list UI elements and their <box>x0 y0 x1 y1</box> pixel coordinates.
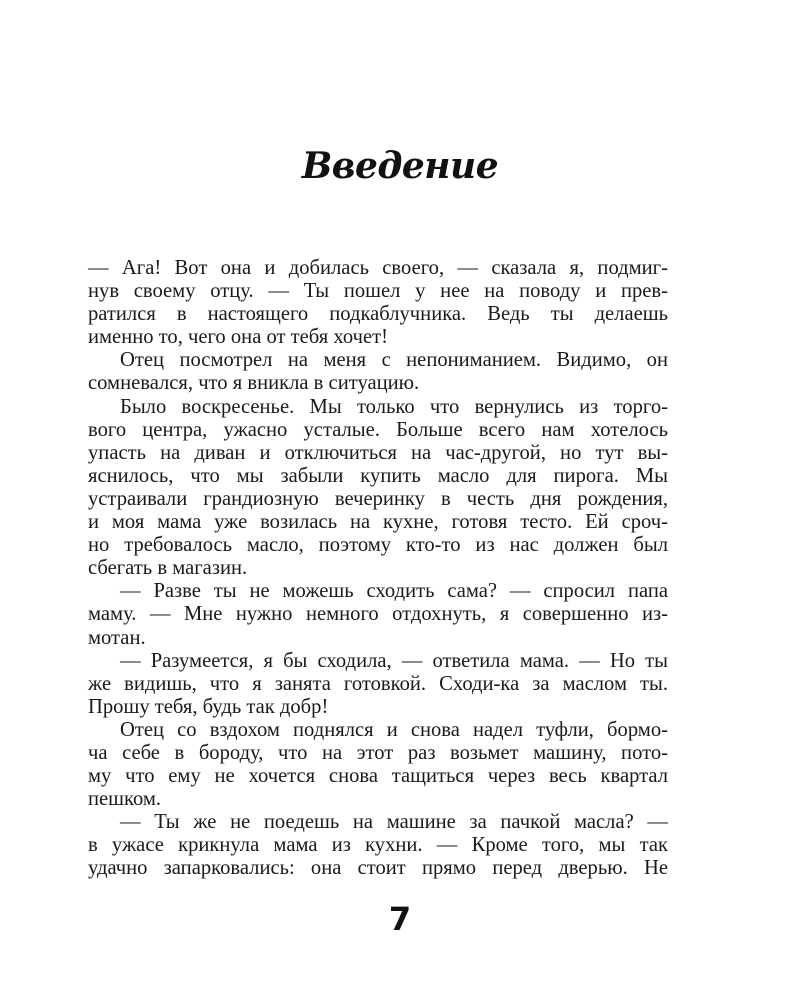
text-line: но требовалось масло, поэтому кто-то из нас должен был <box>88 534 668 557</box>
text-line: же видишь, что я занята готовкой. Сходи-ка за маслом ты. <box>88 672 668 695</box>
text-line: именно то, чего она от тебя хочет! <box>88 326 389 349</box>
text-line: — Ты же не поедешь на машине за пачкой масла? — <box>120 811 668 834</box>
text-line: ча себе в бороду, что на этот раз возьмет машину, пото- <box>88 741 668 764</box>
text-line: пешком. <box>88 788 162 811</box>
text-line: удачно запарковались: она стоит прямо перед дверью. Не <box>88 857 668 880</box>
body-text <box>88 257 668 881</box>
page-title: Введение <box>301 145 499 187</box>
text-line: Прошу тебя, будь так добр! <box>88 695 329 718</box>
text-line: — Разумеется, я бы сходила, — ответила мама. — Но ты <box>120 649 668 672</box>
text-line: яснилось, что мы забыли купить масло для пирога. Мы <box>88 464 668 487</box>
text-line: — Ага! Вот она и добилась своего, — сказала я, подмиг- <box>88 257 668 279</box>
text-line: и моя мама уже возилась на кухне, готовя тесто. Ей сроч- <box>88 511 668 534</box>
text-line: нув своему отцу. — Ты пошел у нее на поводу и прев- <box>88 280 668 303</box>
text-line: маму. — Мне нужно немного отдохнуть, я совершенно из- <box>88 603 668 626</box>
page-number: 7 <box>388 900 412 938</box>
text-line: — Разве ты не можешь сходить сама? — спросил папа <box>120 580 668 603</box>
text-line: мотан. <box>88 626 146 649</box>
text-line: упасть на диван и отключиться на час-другой, но тут вы- <box>88 441 668 464</box>
text-line: вого центра, ужасно усталые. Больше всего нам хотелось <box>88 418 668 441</box>
text-line: в ужасе крикнула мама из кухни. — Кроме того, мы так <box>88 834 668 857</box>
text-line: Было воскресенье. Мы только что вернулись из торго- <box>120 395 668 418</box>
text-line: сомневался, что я вникла в ситуацию. <box>88 372 420 395</box>
text-line: сбегать в магазин. <box>88 557 248 580</box>
text-line: Отец посмотрел на меня с непониманием. Видимо, он <box>120 349 668 372</box>
text-line: му что ему не хочется снова тащиться через весь квартал <box>88 765 668 788</box>
text-line: устраивали грандиозную вечеринку в честь дня рождения, <box>88 487 668 510</box>
text-line: ратился в настоящего подкаблучника. Ведь ты делаешь <box>88 303 668 326</box>
text-line: Отец со вздохом поднялся и снова надел туфли, бормо- <box>120 718 668 741</box>
